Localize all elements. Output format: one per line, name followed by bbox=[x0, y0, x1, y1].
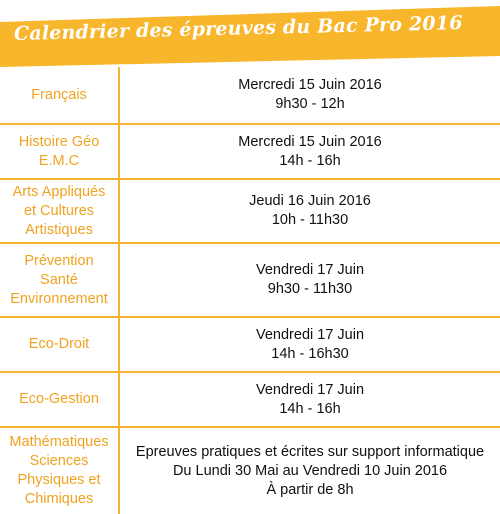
subject-label: Eco-Gestion bbox=[19, 391, 99, 407]
subject-label: Sciences bbox=[29, 453, 89, 469]
exam-date: Du Lundi 30 Mai au Vendredi 10 Juin 2016 bbox=[172, 462, 448, 479]
exam-date: Mercredi 15 Juin 2016 bbox=[238, 133, 382, 150]
schedule-cell bbox=[119, 243, 500, 317]
subject-cell bbox=[0, 317, 119, 372]
subject-label: Mathématiques bbox=[9, 434, 109, 450]
subject-label: Santé bbox=[40, 271, 78, 288]
schedule-cell bbox=[119, 372, 500, 427]
table-row bbox=[0, 124, 500, 179]
subject-cell bbox=[0, 372, 119, 427]
subject-label: Arts Appliqués bbox=[12, 183, 106, 200]
header-banner bbox=[0, 0, 500, 67]
table-row bbox=[0, 67, 500, 124]
exam-date: Mercredi 15 Juin 2016 bbox=[238, 77, 382, 93]
exam-time: 14h - 16h30 bbox=[271, 345, 349, 362]
exam-description: Epreuves pratiques et écrites sur support informatique bbox=[135, 443, 485, 460]
exam-schedule-table bbox=[0, 67, 500, 514]
schedule-cell bbox=[119, 179, 500, 243]
subject-label: Physiques et bbox=[17, 472, 101, 488]
exam-date: Jeudi 16 Juin 2016 bbox=[249, 193, 371, 209]
exam-time: 14h - 16h bbox=[279, 152, 341, 169]
subject-label: et Cultures bbox=[23, 202, 95, 219]
exam-time: 14h - 16h bbox=[279, 400, 341, 417]
schedule-cell bbox=[119, 317, 500, 372]
schedule-cell bbox=[119, 124, 500, 179]
exam-time: 9h30 - 11h30 bbox=[267, 281, 353, 297]
schedule-cell bbox=[119, 427, 500, 514]
table-row bbox=[0, 243, 500, 317]
subject-label: Histoire Géo bbox=[18, 133, 100, 150]
table-row bbox=[0, 179, 500, 243]
exam-date: Vendredi 17 Juin bbox=[255, 262, 365, 278]
subject-label: Français bbox=[31, 86, 87, 103]
table-row bbox=[0, 317, 500, 372]
table-row bbox=[0, 427, 500, 514]
schedule-cell bbox=[119, 67, 500, 124]
subject-cell bbox=[0, 67, 119, 124]
page-title: Calendrier des épreuves du Bac Pro 2016 bbox=[13, 12, 463, 45]
subject-cell bbox=[0, 243, 119, 317]
table-row bbox=[0, 372, 500, 427]
subject-label: Prévention bbox=[24, 252, 94, 269]
subject-cell bbox=[0, 124, 119, 179]
exam-date: Vendredi 17 Juin bbox=[255, 326, 365, 343]
subject-cell bbox=[0, 427, 119, 514]
subject-label: Artistiques bbox=[25, 221, 93, 238]
subject-label: Eco-Droit bbox=[28, 336, 90, 352]
exam-date: Vendredi 17 Juin bbox=[255, 381, 365, 398]
exam-time: 9h30 - 12h bbox=[275, 96, 345, 112]
subject-label: E.M.C bbox=[38, 152, 80, 169]
exam-time: À partir de 8h bbox=[266, 481, 354, 498]
exam-time: 10h - 11h30 bbox=[271, 212, 349, 228]
subject-cell bbox=[0, 179, 119, 243]
subject-label: Chimiques bbox=[24, 491, 94, 507]
subject-label: Environnement bbox=[10, 290, 108, 307]
